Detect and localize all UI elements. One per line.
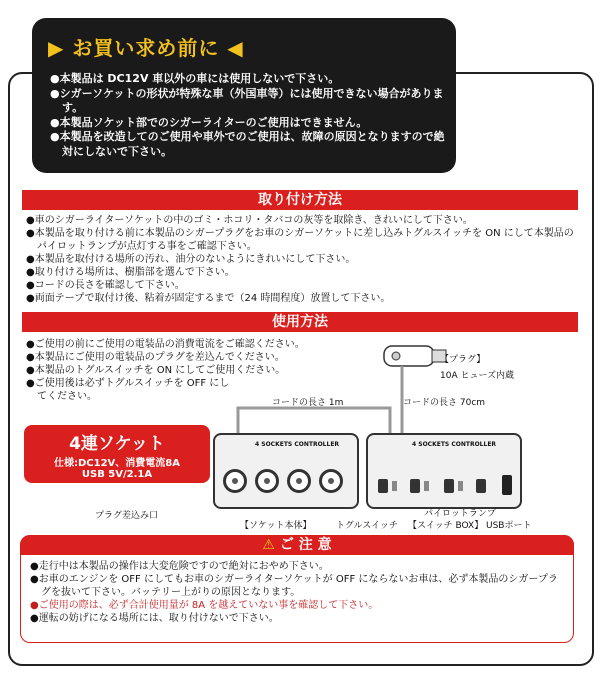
list-item: ●本製品を取付ける場所の汚れ、油分のないようにきれいにして下さい。	[26, 254, 356, 265]
unit-caption: 4 SOCKETS CONTROLLER	[255, 441, 340, 448]
warning-icon: ⚠	[262, 537, 275, 553]
list-item: ●走行中は本製品の操作は大変危険ですので絶対におやめ下さい。	[30, 561, 329, 572]
caution-title: ご 注 意	[279, 537, 332, 553]
list-item: ●本製品ソケット部でのシガーライターのご使用はできません。	[50, 115, 368, 129]
fuse-label: 10A ヒューズ内蔵	[440, 371, 515, 381]
installation-heading: 取り付け方法	[22, 190, 578, 210]
product-spec-1: 仕様:DC12V、消費電流8A	[54, 458, 180, 469]
list-item: ●両面テープで取付け後、粘着が固定するまで（24 時間程度）放置して下さい。	[26, 293, 391, 304]
socket-body-label: 【ソケット本体】	[240, 521, 312, 531]
pilot-lamp-label: パイロットランプ	[424, 509, 496, 519]
plug-inlet-label: プラグ差込み口	[95, 511, 159, 521]
usage-heading: 使用方法	[22, 312, 578, 332]
list-item: ●本製品を改造してのご使用や車外でのご使用は、故障の原因となりますので絶対にしないで下さい。	[50, 130, 445, 158]
list-item: ●取り付ける場所は、樹脂部を選んで下さい。	[26, 267, 235, 278]
switch-box	[366, 433, 522, 509]
caution-list	[30, 560, 566, 625]
product-name: 4連ソケット	[69, 434, 165, 454]
usb-port-label: USBポート	[486, 521, 532, 531]
toggle-switch-1	[378, 479, 388, 493]
list-item: ●お車のエンジンを OFF にしてもお車のシガーライターソケットが OFF にならないお車は、必ず本製品のシガープラグを抜いて下さい。バッテリー上がりの原因となります。	[30, 574, 558, 598]
list-item: ●コードの長さを確認して下さい。	[26, 280, 185, 291]
toggle-switch-2	[410, 479, 420, 493]
list-item: ●運転の妨げになる場所には、取り付けないで下さい。	[30, 613, 279, 624]
pilot-lamp-1	[392, 481, 397, 491]
caution-heading	[20, 535, 574, 555]
usage-list	[26, 338, 336, 403]
before-purchase-title: ▶ お買い求め前に ◀	[48, 36, 244, 60]
pilot-lamp-2	[424, 481, 429, 491]
socket-unit	[213, 433, 359, 509]
plug-label: 【プラグ】	[440, 355, 486, 365]
socket-4	[319, 469, 343, 493]
list-item: ●本製品のトグルスイッチを ON にしてご使用ください。	[26, 365, 286, 376]
before-purchase-box	[32, 18, 456, 173]
product-spec-2: USB 5V/2.1A	[81, 469, 153, 480]
list-item: ●ご使用の際は、必ず合計使用量が 8A を越えていない事を確認して下さい。	[30, 600, 379, 611]
list-item: ●ご使用後は必ずトグルスイッチを OFF にしてください。	[26, 378, 230, 402]
list-item: ●本製品は DC12V 車以外の車には使用しないで下さい。	[50, 72, 340, 85]
usb-port-icon	[502, 475, 512, 495]
cord-length-1m: コードの長さ 1m	[272, 398, 344, 408]
product-spec-box	[24, 425, 210, 483]
toggle-switch-4	[476, 479, 486, 493]
pilot-lamp-3	[458, 481, 463, 491]
list-item: ●シガーソケットの形状が特殊な車（外国車等）には使用できない場合があります。	[50, 86, 444, 114]
cord-length-70cm: コードの長さ 70cm	[403, 398, 486, 408]
socket-2	[255, 469, 279, 493]
list-item: ●車のシガーライターソケットの中のゴミ・ホコリ・タバコの灰等を取除き、きれいにして下さい。	[26, 215, 473, 226]
toggle-switch-3	[444, 479, 454, 493]
list-item: ●ご使用の前にご使用の電装品の消費電流をご確認ください。	[26, 339, 305, 350]
switch-box-caption: 4 SOCKETS CONTROLLER	[412, 441, 497, 448]
installation-list	[26, 214, 574, 305]
socket-1	[223, 469, 247, 493]
socket-3	[287, 469, 311, 493]
toggle-switch-label: トグルスイッチ	[336, 521, 398, 531]
list-item: ●本製品を取り付ける前に本製品のシガープラグをお車のシガーソケットに差し込みトグルスイッチを ON にして本製品のパイロットランプが点灯する事をご確認下さい。	[26, 228, 574, 252]
before-purchase-list	[50, 72, 450, 159]
switch-box-label: 【スイッチ BOX】	[408, 521, 484, 531]
list-item: ●本製品にご使用の電装品のプラグを差込んでください。	[26, 352, 285, 363]
